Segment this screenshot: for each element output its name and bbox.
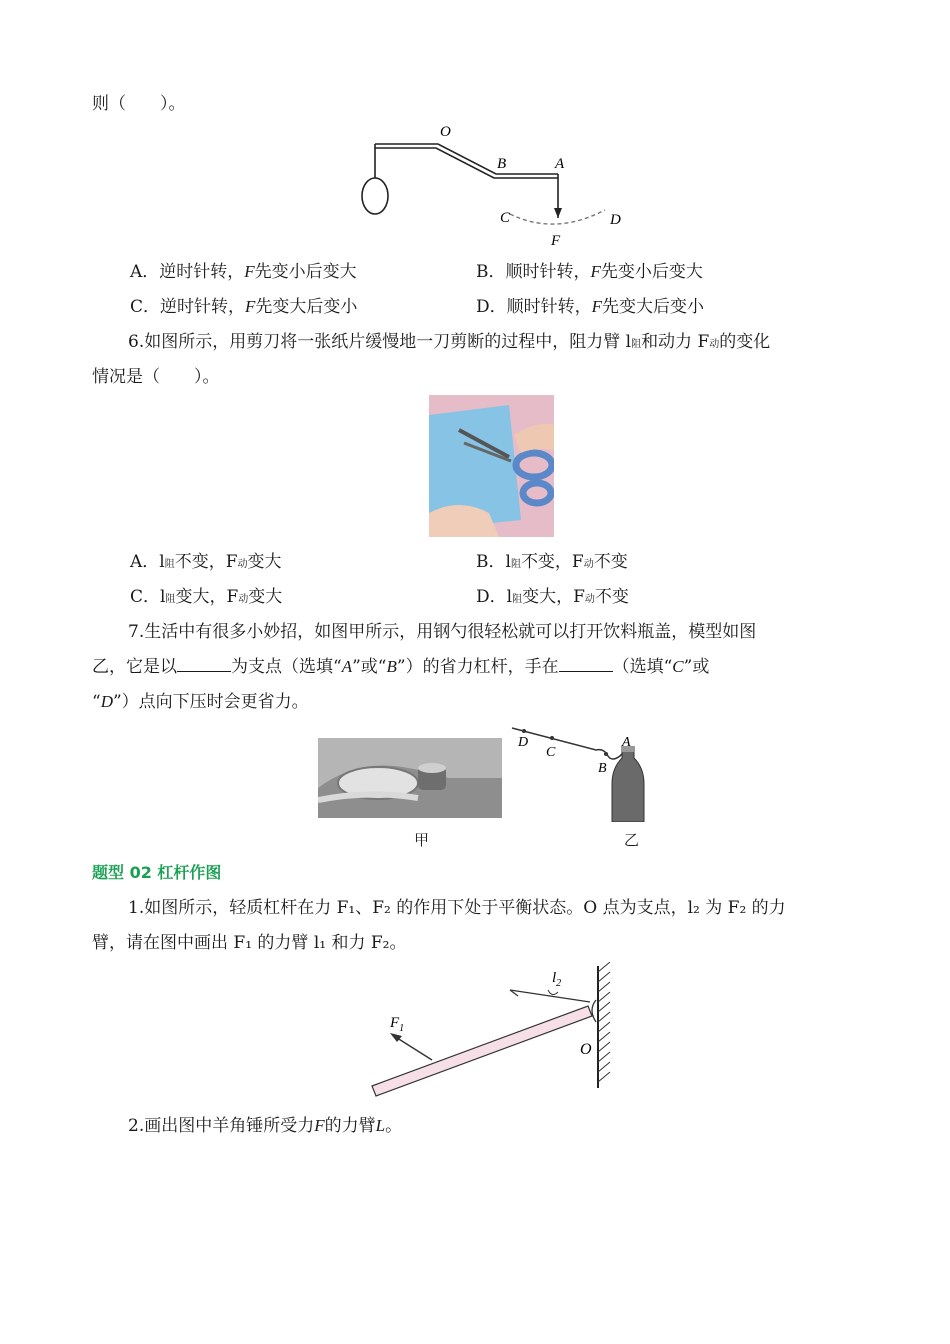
label-f1: $F_1$ <box>390 1015 405 1034</box>
label-f: F <box>551 233 561 249</box>
q7-stem-line3: “D”）点向下压时会更省力。 <box>92 692 309 712</box>
label-o: O <box>440 124 451 140</box>
label-b: B <box>598 761 607 776</box>
label-c: C <box>500 210 511 226</box>
q7-stem-line1: 7.生活中有很多小妙招，如图甲所示，用钢勺很轻松就可以打开饮料瓶盖，模型如图 <box>128 622 757 642</box>
label-o: O <box>580 1041 592 1058</box>
q6-option-b[interactable]: B．l阻不变，F动不变 <box>476 552 628 572</box>
q5-option-d[interactable]: D．顺时针转，F先变大后变小 <box>476 297 705 317</box>
q7-model-figure <box>508 722 658 822</box>
q6-stem-line1: 6.如图所示，用剪刀将一张纸片缓慢地一刀剪断的过程中，阻力臂 l阻和动力 F动的变化 <box>128 332 771 352</box>
label-d: D <box>518 735 529 750</box>
caption-yi: 乙 <box>624 831 640 849</box>
q7-stem-line2: 乙，它是以 为支点（选填“A”或“B”）的省力杠杆，手在 （选填“C”或 <box>92 657 710 677</box>
q7-blank-1[interactable] <box>177 655 231 672</box>
label-b: B <box>497 156 507 172</box>
q6-option-a[interactable]: A．l阻不变，F动变大 <box>130 552 282 572</box>
q5-option-b[interactable]: B．顺时针转，F先变小后变大 <box>476 262 703 282</box>
q6-option-d[interactable]: D．l阻变大，F动不变 <box>476 587 629 607</box>
q6-stem-line2: 情况是（ ）。 <box>92 367 220 387</box>
q7-blank-2[interactable] <box>559 655 613 672</box>
q5-stem-tail: 则（ ）。 <box>92 94 186 114</box>
q6-option-c[interactable]: C．l阻变大，F动变大 <box>130 587 283 607</box>
s1-stem-line1: 1.如图所示，轻质杠杆在力 F₁、F₂ 的作用下处于平衡状态。O 点为支点，l₂ 为 F₂ 的力 <box>128 898 786 918</box>
label-a: A <box>555 156 565 172</box>
q5-option-c[interactable]: C．逆时针转，F先变大后变小 <box>130 297 358 317</box>
label-a: A <box>622 735 631 750</box>
s1-stem-line2: 臂，请在图中画出 F₁ 的力臂 l₁ 和力 F₂。 <box>92 933 407 953</box>
q5-option-a[interactable]: A．逆时针转，F先变小后变大 <box>130 262 357 282</box>
label-l2: $l_2$ <box>552 970 562 989</box>
spoon-opening-bottle-photo <box>318 738 502 818</box>
s2-stem: 2.画出图中羊角锤所受力F的力臂L。 <box>128 1116 403 1136</box>
s1-lever-wall-figure <box>360 962 620 1102</box>
section-heading: 题型 02 杠杆作图 <box>92 863 222 882</box>
scissors-cutting-paper-photo <box>429 395 554 537</box>
caption-jia: 甲 <box>414 831 430 849</box>
q5-lever-figure <box>350 118 640 250</box>
label-d: D <box>610 212 621 228</box>
label-c: C <box>546 745 556 760</box>
